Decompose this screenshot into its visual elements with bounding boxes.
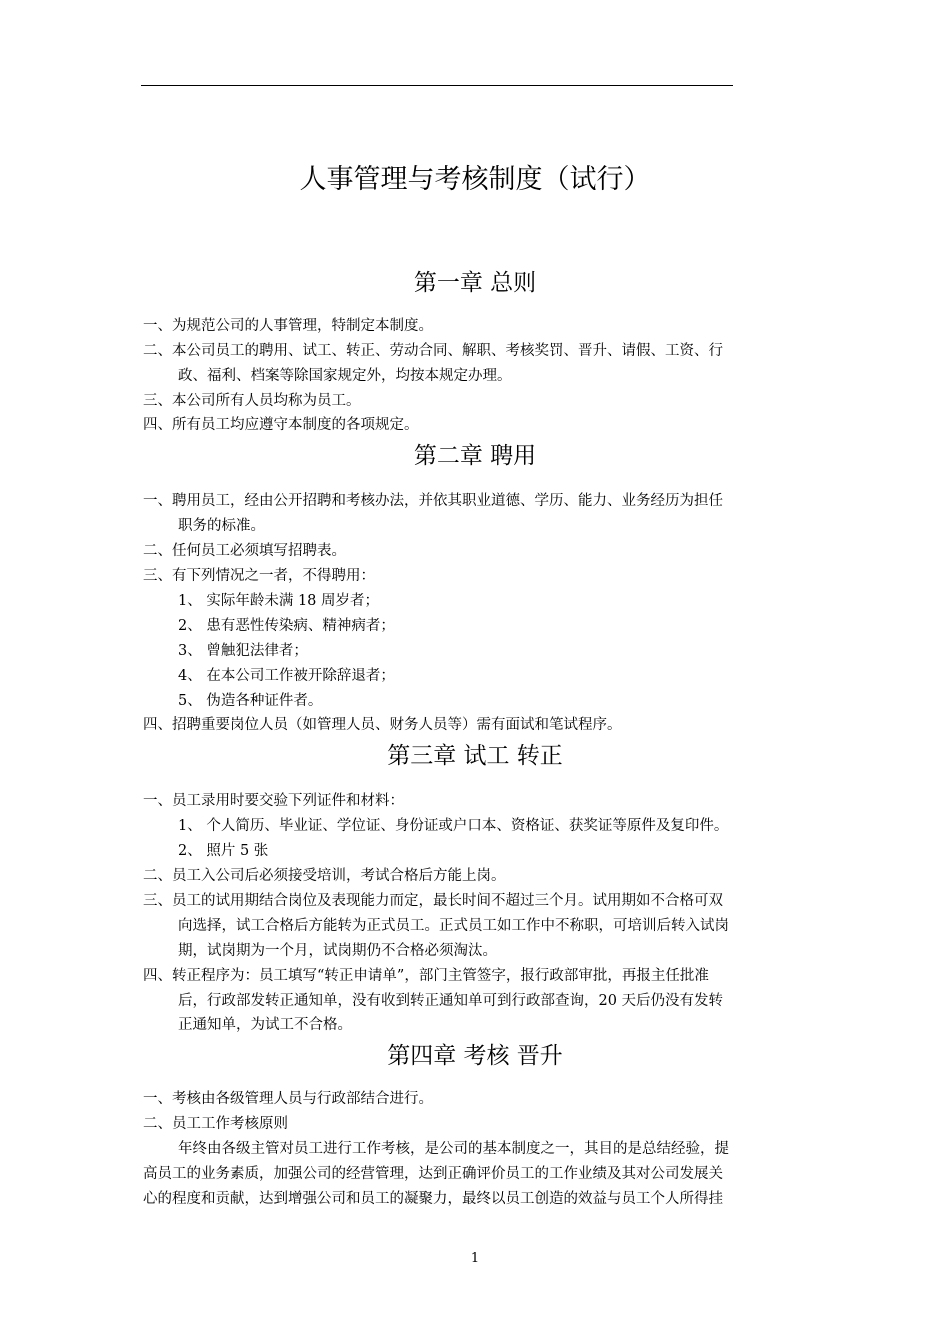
chapter-3-heading: 第三章 试工 转正 — [387, 743, 563, 769]
chapter-3-line: 后，行政部发转正通知单，没有收到转正通知单可到行政部查询，20 天后仍没有发转 — [178, 993, 724, 1009]
chapter-2-line: 5、 伪造各种证件者。 — [178, 693, 323, 709]
chapter-3-line: 二、员工入公司后必须接受培训，考试合格后方能上岗。 — [143, 868, 506, 884]
chapter-3-line: 一、员工录用时要交验下列证件和材料： — [143, 793, 404, 809]
chapter-1-line: 四、所有员工均应遵守本制度的各项规定。 — [143, 417, 419, 433]
chapter-1-line: 二、本公司员工的聘用、试工、转正、劳动合同、解职、考核奖罚、晋升、请假、工资、行 — [143, 343, 723, 359]
chapter-4-line: 心的程度和贡献，达到增强公司和员工的凝聚力，最终以员工创造的效益与员工个人所得挂 — [143, 1191, 723, 1207]
chapter-3-line: 正通知单，为试工不合格。 — [178, 1017, 352, 1033]
chapter-4-line: 二、员工工作考核原则 — [143, 1116, 288, 1132]
chapter-3-line: 三、员工的试用期结合岗位及表现能力而定，最长时间不超过三个月。试用期如不合格可双 — [143, 893, 723, 909]
chapter-1-line: 三、本公司所有人员均称为员工。 — [143, 393, 361, 409]
chapter-4-line: 高员工的业务素质，加强公司的经营管理，达到正确评价员工的工作业绩及其对公司发展关 — [143, 1166, 723, 1182]
chapter-2-line: 4、 在本公司工作被开除辞退者； — [178, 668, 395, 684]
header-rule — [141, 85, 733, 86]
chapter-2-line: 2、 患有恶性传染病、精神病者； — [178, 618, 395, 634]
chapter-1-heading: 第一章 总则 — [413, 270, 537, 296]
chapter-2-line: 1、 实际年龄未满 18 周岁者； — [178, 593, 380, 609]
chapter-2-line: 职务的标准。 — [178, 518, 265, 534]
chapter-3-line: 1、 个人简历、毕业证、学位证、身份证或户口本、资格证、获奖证等原件及复印件。 — [178, 818, 729, 834]
page-number: 1 — [470, 1251, 480, 1266]
chapter-3-line: 向选择，试工合格后方能转为正式员工。正式员工如工作中不称职，可培训后转入试岗 — [178, 918, 729, 934]
chapter-2-line: 3、 曾触犯法律者； — [178, 643, 308, 659]
chapter-2-line: 二、任何员工必须填写招聘表。 — [143, 543, 346, 559]
chapter-2-line: 三、有下列情况之一者，不得聘用： — [143, 568, 375, 584]
document-title: 人事管理与考核制度（试行） — [299, 164, 651, 195]
chapter-3-line: 2、 照片 5 张 — [178, 843, 269, 859]
chapter-4-heading: 第四章 考核 晋升 — [387, 1043, 563, 1069]
chapter-4-line: 一、考核由各级管理人员与行政部结合进行。 — [143, 1091, 433, 1107]
chapter-2-line: 四、招聘重要岗位人员（如管理人员、财务人员等）需有面试和笔试程序。 — [143, 717, 622, 733]
chapter-1-line: 政、福利、档案等除国家规定外，均按本规定办理。 — [178, 368, 512, 384]
chapter-4-line: 年终由各级主管对员工进行工作考核，是公司的基本制度之一，其目的是总结经验，提 — [178, 1141, 729, 1157]
chapter-3-line: 期，试岗期为一个月，试岗期仍不合格必须淘汰。 — [178, 943, 497, 959]
chapter-1-line: 一、为规范公司的人事管理，特制定本制度。 — [143, 318, 433, 334]
chapter-2-line: 一、聘用员工，经由公开招聘和考核办法，并依其职业道德、学历、能力、业务经历为担任 — [143, 493, 723, 509]
chapter-3-line: 四、转正程序为：员工填写“转正申请单”，部门主管签字，报行政部审批，再报主任批准 — [143, 968, 709, 984]
chapter-2-heading: 第二章 聘用 — [413, 443, 537, 469]
